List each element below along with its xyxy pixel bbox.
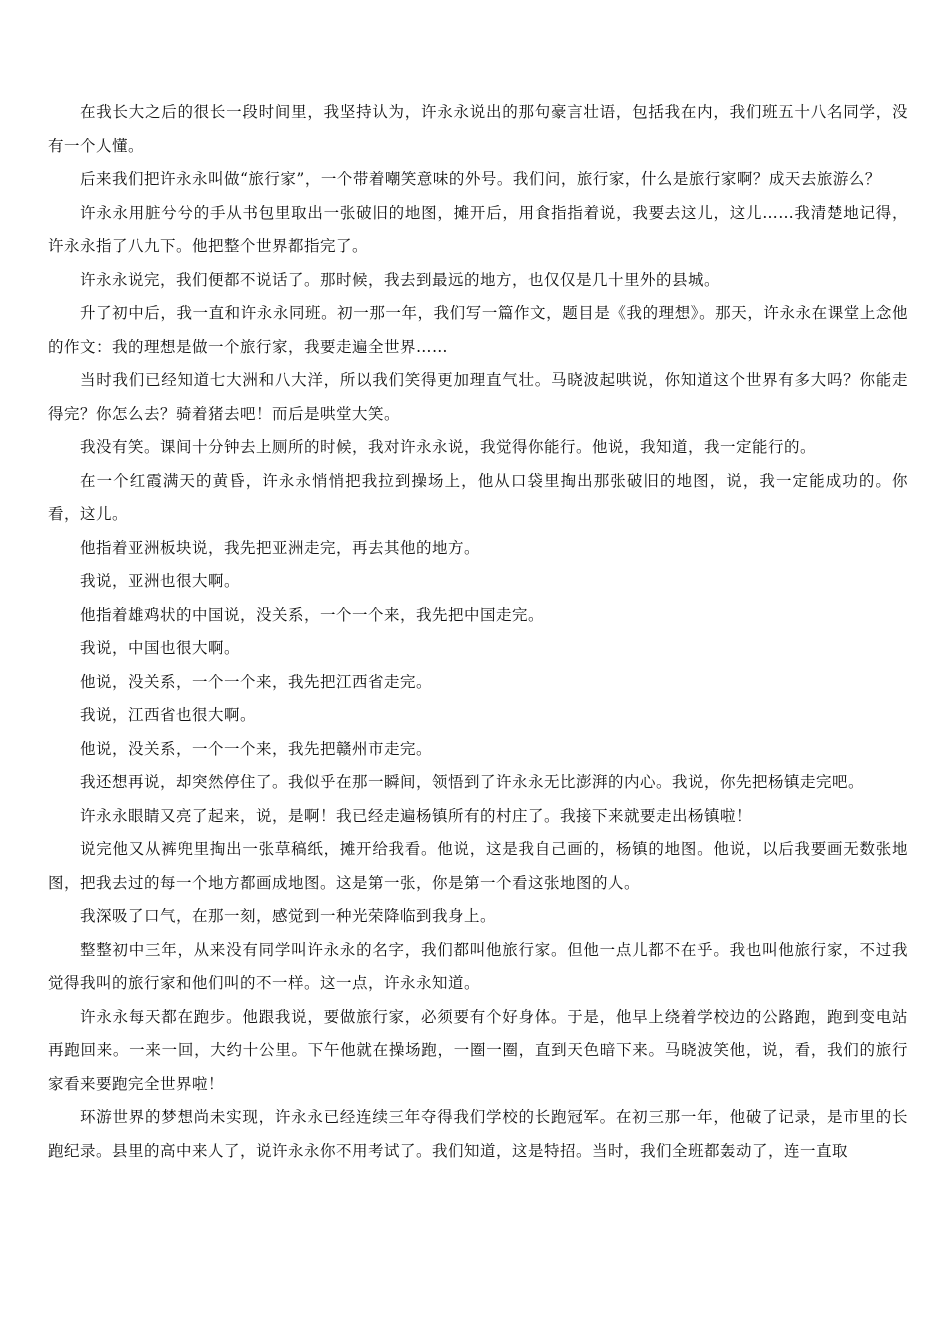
document-page	[48, 96, 908, 1168]
paragraph-21: 许永永每天都在跑步。他跟我说，要做旅行家，必须要有个好身体。于是，他早上绕着学校边的公路跑，跑到变电站再跑回来。一来一回，大约十公里。下午他就在操场跑，一圈一圈，直到天色暗下来。马晓波笑他，说，看，我们的旅行家看来要跑完全世界啦！	[48, 1007, 908, 1093]
paragraph-11: 他指着雄鸡状的中国说，没关系，一个一个来，我先把中国走完。	[80, 605, 545, 624]
paragraph-3: 许永永用脏兮兮的手从书包里取出一张破旧的地图，摊开后，用食指指着说，我要去这儿，这儿……我清楚地记得，许永永指了八九下。他把整个世界都指完了。	[48, 203, 908, 255]
paragraph-17: 许永永眼睛又亮了起来，说，是啊！我已经走遍杨镇所有的村庄了。我接下来就要走出杨镇啦！	[80, 806, 753, 825]
paragraph-4: 许永永说完，我们便都不说话了。那时候，我去到最远的地方，也仅仅是几十里外的县城。	[80, 270, 721, 289]
paragraph-8: 在一个红霞满天的黄昏，许永永悄悄把我拉到操场上，他从口袋里掏出那张破旧的地图，说，我一定能成功的。你看，这儿。	[48, 471, 908, 523]
paragraph-15: 他说，没关系，一个一个来，我先把赣州市走完。	[80, 739, 433, 758]
paragraph-16: 我还想再说，却突然停住了。我似乎在那一瞬间，领悟到了许永永无比澎湃的内心。我说，你先把杨镇走完吧。	[80, 773, 865, 791]
paragraph-10: 我说，亚洲也很大啊。	[80, 572, 241, 590]
paragraph-6: 当时我们已经知道七大洲和八大洋，所以我们笑得更加理直气壮。马晓波起哄说，你知道这个世界有多大吗？你能走得完？你怎么去？骑着猪去吧！而后是哄堂大笑。	[48, 371, 908, 423]
paragraph-9: 他指着亚洲板块说，我先把亚洲走完，再去其他的地方。	[80, 538, 481, 557]
paragraph-12: 我说，中国也很大啊。	[80, 639, 241, 657]
paragraph-7: 我没有笑。课间十分钟去上厕所的时候，我对许永永说，我觉得你能行。他说，我知道，我一定能行的。	[80, 438, 817, 456]
paragraph-22: 环游世界的梦想尚未实现，许永永已经连续三年夺得我们学校的长跑冠军。在初三那一年，他破了记录，是市里的长跑纪录。县里的高中来人了，说许永永你不用考试了。我们知道，这是特招。当时，我们全班都轰动了，连一直取	[48, 1108, 908, 1160]
paragraph-5: 升了初中后，我一直和许永永同班。初一那一年，我们写一篇作文，题目是《我的理想》。那天，许永永在课堂上念他的作文：我的理想是做一个旅行家，我要走遍全世界……	[48, 304, 908, 356]
paragraph-14: 我说，江西省也很大啊。	[80, 706, 257, 724]
paragraph-18: 说完他又从裤兜里掏出一张草稿纸，摊开给我看。他说，这是我自己画的，杨镇的地图。他说，以后我要画无数张地图，把我去过的每一个地方都画成地图。这是第一张，你是第一个看这张地图的人。	[48, 840, 908, 892]
paragraph-20: 整整初中三年，从来没有同学叫许永永的名字，我们都叫他旅行家。但他一点儿都不在乎。我也叫他旅行家，不过我觉得我叫的旅行家和他们叫的不一样。这一点，许永永知道。	[48, 940, 908, 992]
paragraph-2: 后来我们把许永永叫做“旅行家”，一个带着嘲笑意味的外号。我们问，旅行家，什么是旅行家啊？成天去旅游么？	[80, 170, 881, 188]
paragraph-13: 他说，没关系，一个一个来，我先把江西省走完。	[80, 672, 433, 691]
paragraph-19: 我深吸了口气，在那一刻，感觉到一种光荣降临到我身上。	[80, 907, 497, 925]
paragraph-1: 在我长大之后的很长一段时间里，我坚持认为，许永永说出的那句豪言壮语，包括我在内，我们班五十八名同学，没有一个人懂。	[48, 103, 908, 155]
